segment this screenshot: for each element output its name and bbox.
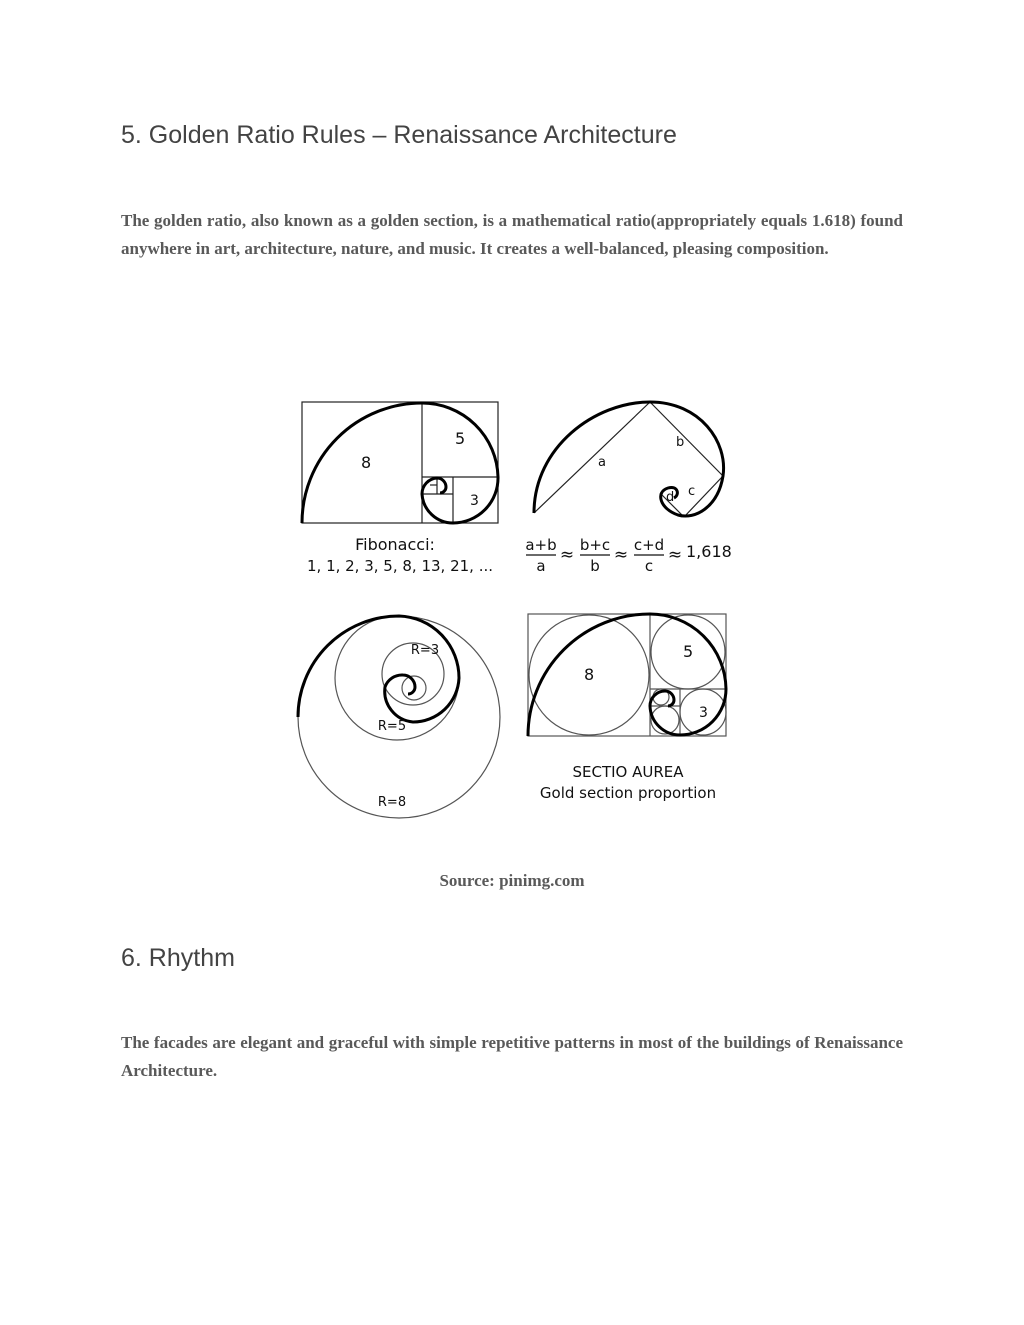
fib-label-3: 3 (470, 493, 479, 509)
radius-label-5: R=5 (377, 719, 407, 734)
fraction-1-denominator: a (536, 557, 546, 575)
approx-symbol-2: ≈ (613, 545, 629, 565)
ratio-spiral-panel (534, 402, 724, 517)
golden-ratio-illustration (290, 392, 740, 820)
ratio-formula (525, 536, 731, 575)
fraction-3-denominator: c (644, 557, 654, 575)
sectio-label-8: 8 (584, 665, 595, 684)
fraction-2-numerator: b+c (579, 536, 611, 554)
ratio-label-a: a (598, 455, 606, 470)
fraction-3-numerator: c+d (633, 536, 665, 554)
section-heading-golden-ratio: 5. Golden Ratio Rules – Renaissance Architecture (121, 121, 677, 149)
circle-spiral-panel (298, 616, 500, 818)
approx-symbol-1: ≈ (559, 545, 575, 565)
ratio-label-c: c (688, 484, 696, 499)
rhythm-paragraph: The facades are elegant and graceful with simple repetitive patterns in most of the buildings of Renaissance Architecture. (121, 1033, 903, 1080)
fibonacci-spiral-panel (302, 402, 498, 523)
fib-label-5: 5 (455, 429, 466, 448)
fraction-2-denominator: b (590, 557, 600, 575)
ratio-label-b: b (676, 435, 685, 450)
golden-ratio-figure (290, 392, 740, 820)
approx-symbol-3: ≈ (667, 545, 683, 565)
fibonacci-sequence: 1, 1, 2, 3, 5, 8, 13, 21, ... (306, 557, 494, 575)
fraction-1-numerator: a+b (525, 536, 557, 554)
sectio-label-5: 5 (683, 642, 694, 661)
sectio-aurea-title: SECTIO AUREA (572, 763, 684, 781)
section-heading-rhythm: 6. Rhythm (121, 944, 235, 972)
ratio-label-d: d (666, 490, 675, 505)
fibonacci-caption-title: Fibonacci: (355, 535, 435, 554)
fib-label-8: 8 (361, 453, 372, 472)
sectio-aurea-panel (528, 614, 726, 736)
radius-label-8: R=8 (377, 795, 407, 810)
sectio-aurea-subtitle: Gold section proportion (539, 784, 717, 802)
sectio-label-3: 3 (699, 705, 708, 721)
golden-ratio-paragraph: The golden ratio, also known as a golden section, is a mathematical ratio(appropriately equals 1.618) found anywhere in art, architecture, nature, and music. It creates a well-balanced, pleasing composition. (121, 211, 903, 258)
golden-ratio-value: 1,618 (686, 542, 732, 561)
figure-source-caption: Source: pinimg.com (439, 871, 585, 890)
radius-label-3: R=3 (410, 643, 440, 658)
